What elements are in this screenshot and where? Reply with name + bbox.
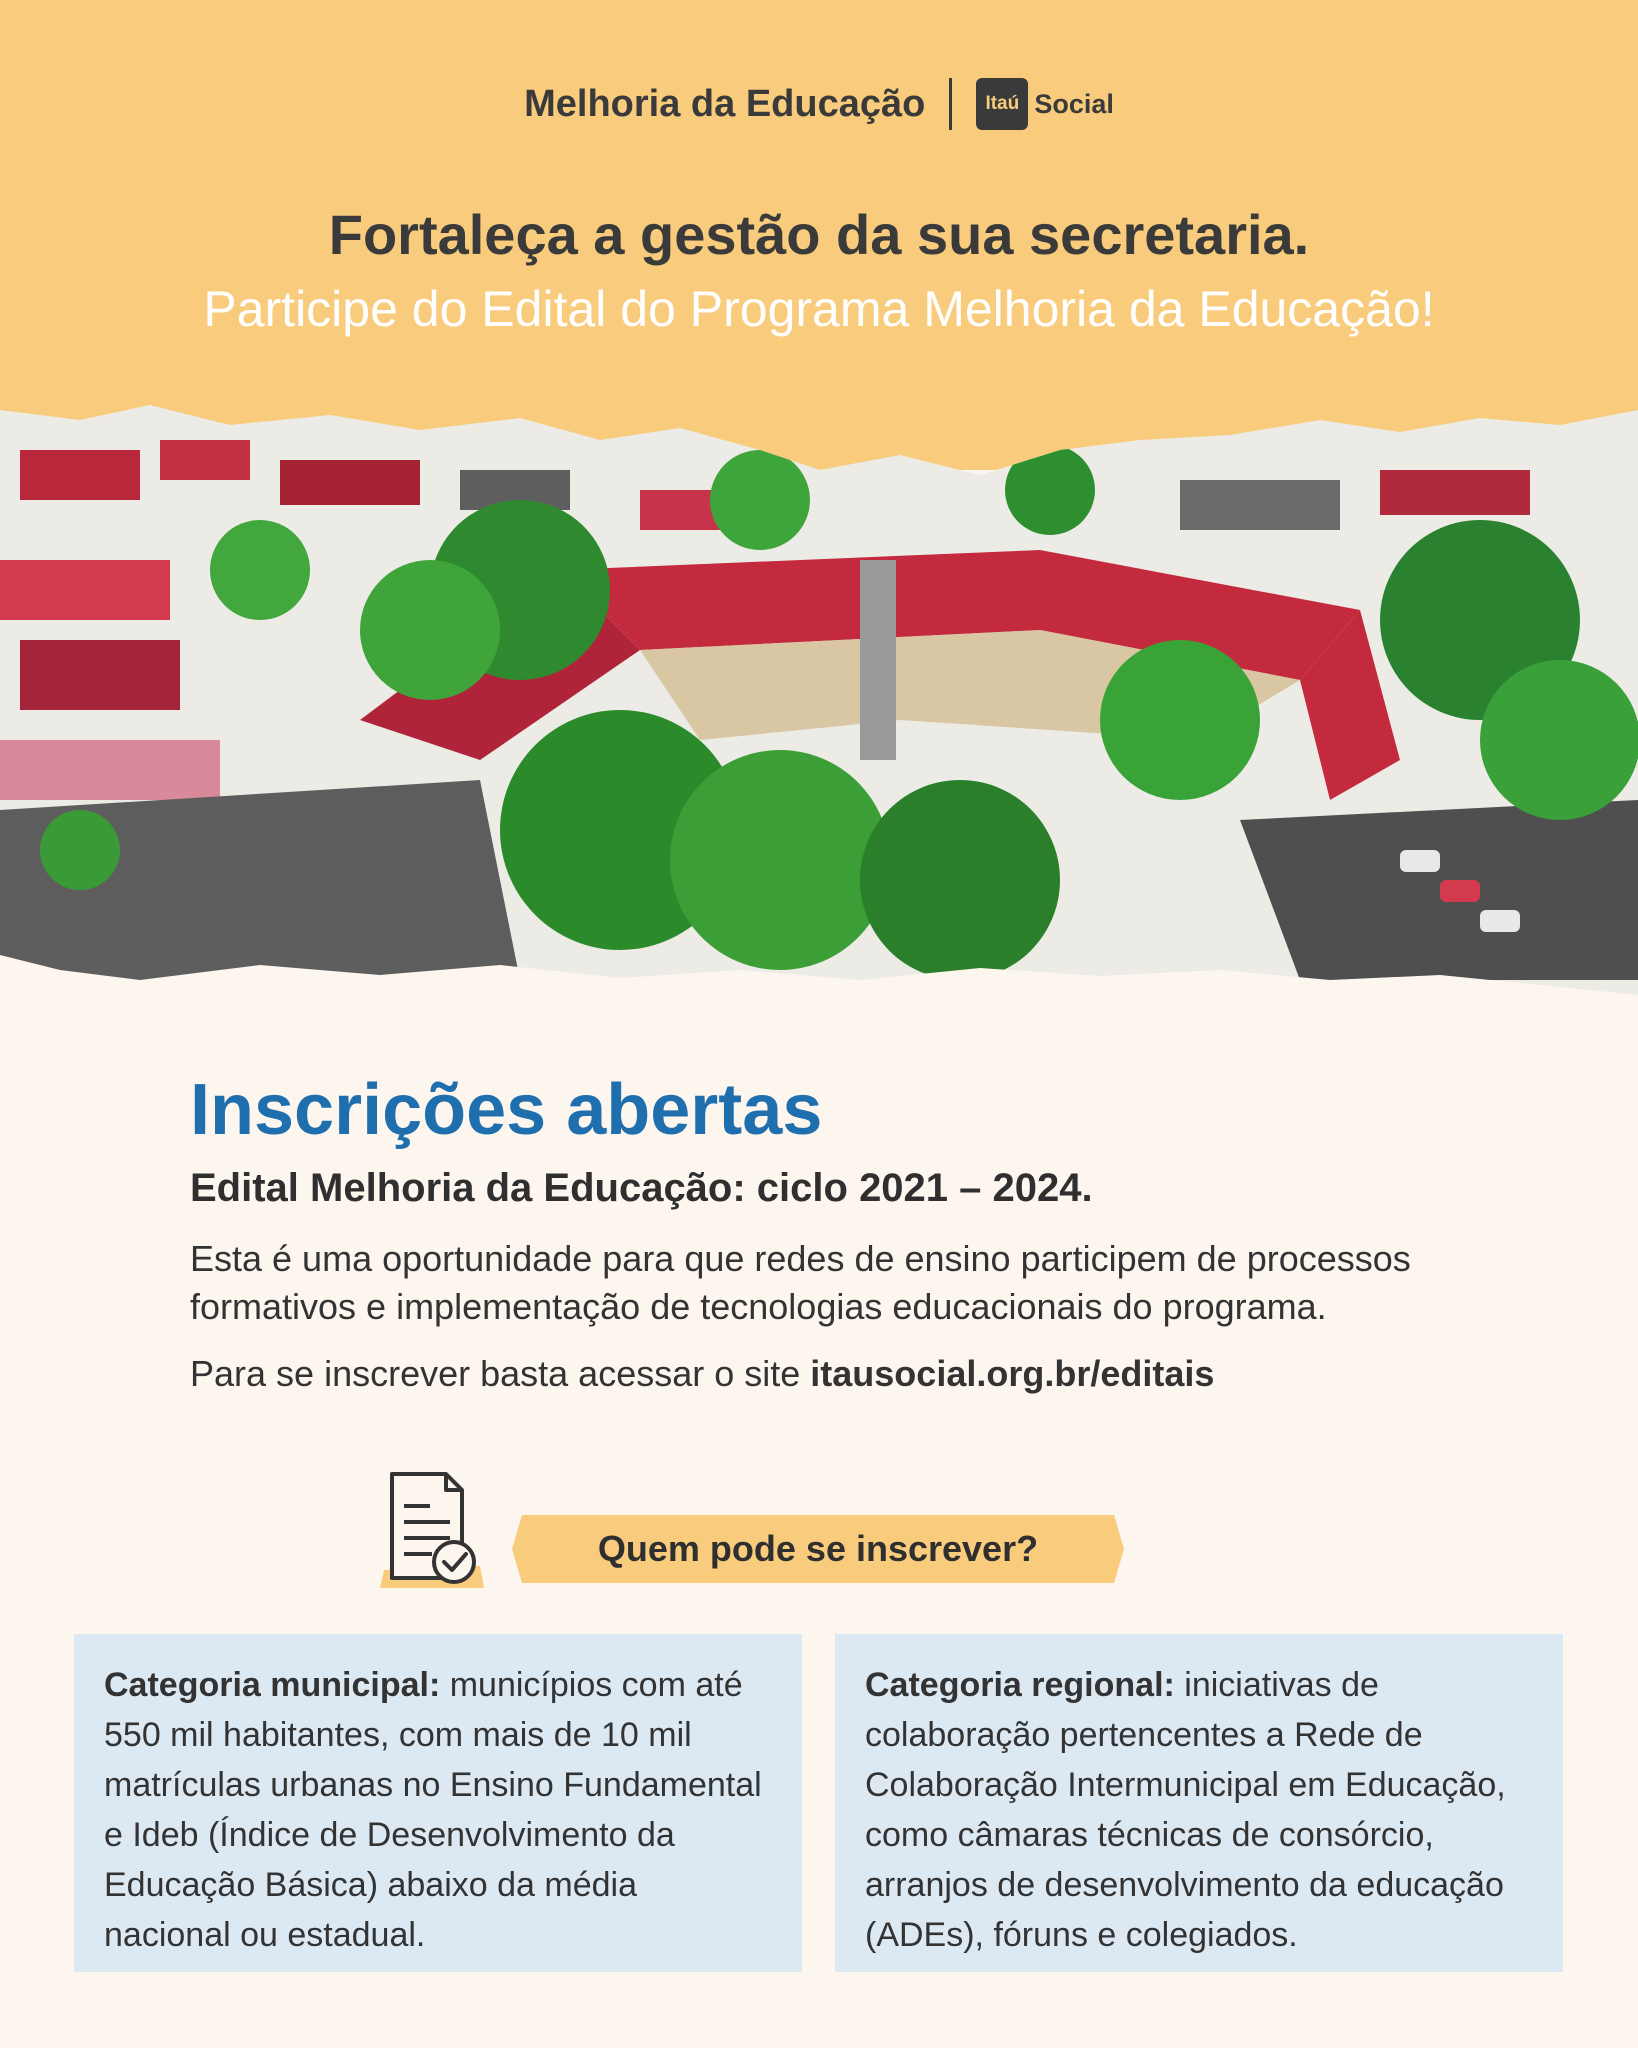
section-title: Inscrições abertas — [190, 1070, 823, 1150]
category-text: municípios com até 550 mil habitantes, com mais de 10 mil matrículas urbanas no Ensino Fundamental e Ideb (Índice de Desenvolvimento da Educação Básica) abaixo da média nacional ou estadual. — [104, 1666, 762, 1954]
cta-line — [190, 1353, 1490, 1395]
intro-section — [190, 1068, 1490, 1395]
category-card-municipal — [74, 1634, 802, 1972]
cta-prefix: Para se inscrever basta acessar o site — [190, 1353, 811, 1394]
cta-url-link[interactable]: itausocial.org.br/editais — [810, 1353, 1215, 1394]
section-subtitle: Edital Melhoria da Educação: ciclo 2021 – 2024. — [190, 1166, 1093, 1210]
school-illustration — [0, 380, 1638, 1040]
itau-logo-text: Itaú — [985, 93, 1020, 114]
header-brand — [0, 78, 1638, 130]
itau-social-logo — [976, 78, 1114, 130]
category-text: iniciativas de colaboração pertencentes a Rede de Colaboração Intermunicipal em Educação, como câmaras técnicas de consórcio, arranjos de desenvolvimento da educação (ADEs), fóruns e colegiados. — [865, 1666, 1506, 1954]
section-body: Esta é uma oportunidade para que redes de ensino participem de processos formativos e implementação de tecnologias educacionais do programa. — [190, 1238, 1411, 1327]
category-title: Categoria regional: — [865, 1666, 1175, 1704]
document-check-icon — [380, 1470, 490, 1590]
social-logo-text: Social — [1034, 88, 1114, 119]
itau-logo-box — [976, 78, 1028, 130]
who-can-apply-label: Quem pode se inscrever? — [597, 1528, 1039, 1569]
subheadline: Participe do Edital do Programa Melhoria da Educação! — [203, 281, 1435, 337]
brand-divider — [949, 78, 952, 130]
category-title: Categoria municipal: — [104, 1666, 441, 1704]
category-card-regional — [835, 1634, 1563, 1972]
program-name: Melhoria da Educação — [524, 82, 926, 125]
headline: Fortaleça a gestão da sua secretaria. — [328, 203, 1310, 266]
